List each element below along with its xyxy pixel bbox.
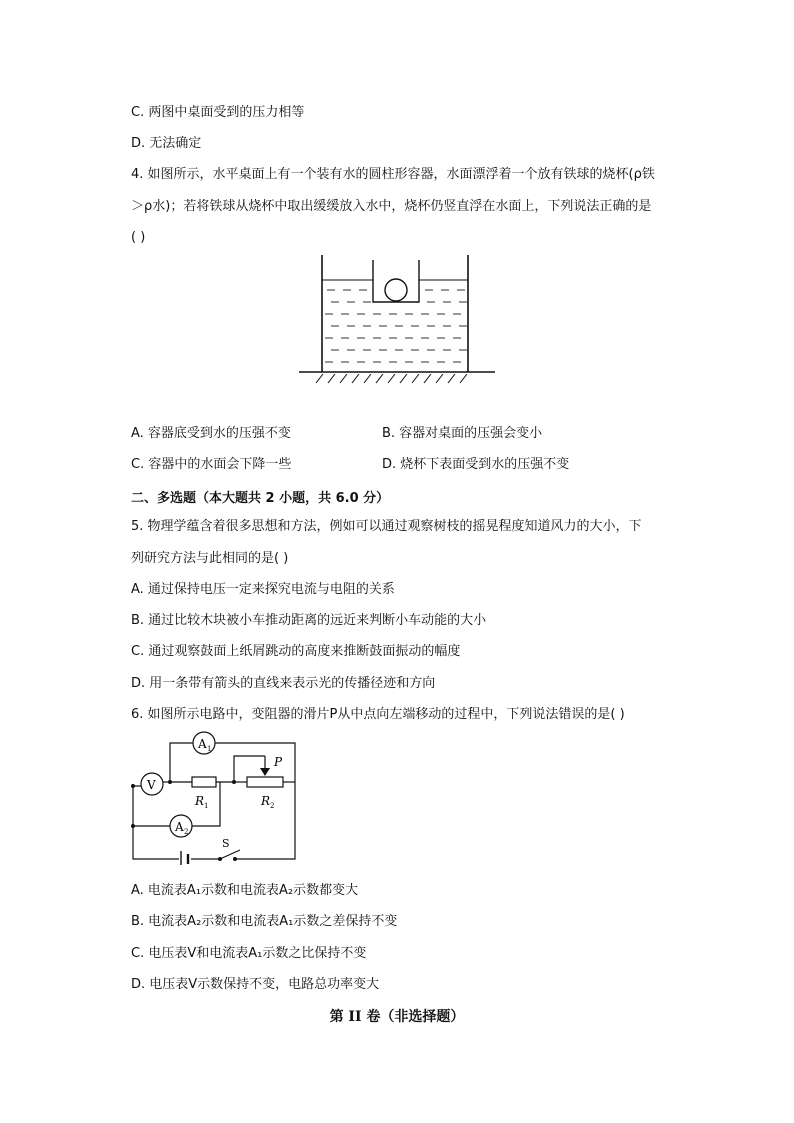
part2-title: 第 II 卷（非选择题） [329,1009,465,1025]
a2-label: A [175,820,184,834]
q4-option-a: A. 容器底受到水的压强不变 [131,426,291,441]
q4-option-c: C. 容器中的水面会下降一些 [131,457,292,472]
q5-option-a: A. 通过保持电压一定来探究电流与电阻的关系 [131,582,395,597]
beaker-figure [295,250,500,385]
circuit-figure [125,730,300,865]
v-label: V [147,778,156,792]
q5-option-c: C. 通过观察鼓面上纸屑跳动的高度来推断鼓面振动的幅度 [131,644,461,659]
r2-label: R [261,794,271,808]
q4-stem-line3: ( ) [131,230,146,245]
q5-option-b: B. 通过比较木块被小车推动距离的远近来判断小车动能的大小 [131,613,487,628]
a1-sub: 1 [207,745,212,753]
iron-ball [385,279,407,301]
s-label: S [222,837,230,850]
section-heading: 二、多选题（本大题共 2 小题，共 6.0 分） [131,491,390,506]
q3-option-c: C. 两图中桌面受到的压力相等 [131,105,305,120]
q5-option-d: D. 用一条带有箭头的直线来表示光的传播径迹和方向 [131,676,436,691]
q5-stem-line2: 列研究方法与此相同的是( ) [131,551,289,566]
q4-options-row2 [131,456,569,474]
q4-stem-line1: 4. 如图所示，水平桌面上有一个装有水的圆柱形容器，水面漂浮着一个放有铁球的烧杯(ρ铁 [131,167,655,182]
q4-options-row1 [131,425,542,443]
p-label: P [274,755,283,769]
q6-option-a: A. 电流表A₁示数和电流表A₂示数都变大 [131,883,359,898]
r2-sub: 2 [270,802,275,810]
a2-sub: 2 [184,828,189,836]
q3-option-d: D. 无法确定 [131,136,202,151]
q6-option-d: D. 电压表V示数保持不变，电路总功率变大 [131,977,380,992]
a1-label: A [198,737,207,751]
q5-stem-line1: 5. 物理学蕴含着很多思想和方法，例如可以通过观察树枝的摇晃程度知道风力的大小，下 [131,519,642,534]
r1-sub: 1 [204,802,209,810]
r1-label: R [195,794,205,808]
q6-stem-line1: 6. 如图所示电路中，变阻器的滑片P从中点向左端移动的过程中，下列说法错误的是( ) [131,707,625,722]
q4-option-d: D. 烧杯下表面受到水的压强不变 [382,457,570,472]
q6-option-c: C. 电压表V和电流表A₁示数之比保持不变 [131,946,367,961]
r1-resistor [192,777,216,787]
q6-option-b: B. 电流表A₂示数和电流表A₁示数之差保持不变 [131,914,398,929]
r2-rheostat [247,777,283,787]
q4-option-b: B. 容器对桌面的压强会变小 [382,426,543,441]
table-hatch [316,374,467,383]
q4-stem-line2: ＞ρ水)；若将铁球从烧杯中取出缓缓放入水中，烧杯仍竖直浮在水面上，下列说法正确的是 [131,199,652,214]
